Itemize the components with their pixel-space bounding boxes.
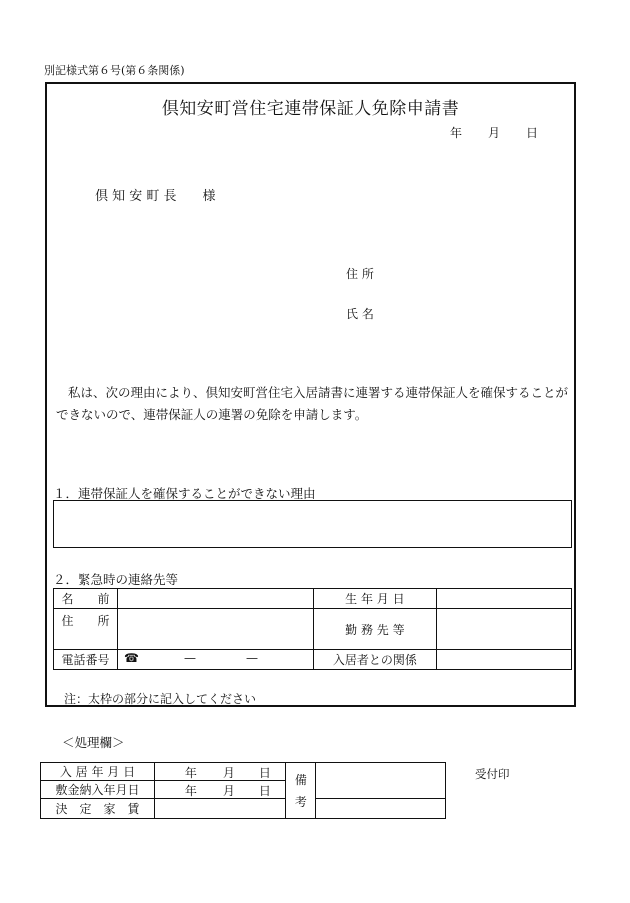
remarks-field-lower[interactable] xyxy=(316,799,446,819)
reason-input-box[interactable] xyxy=(53,500,572,548)
processing-table xyxy=(40,762,446,819)
move-in-date-label: 入 居 年 月 日 xyxy=(41,763,155,781)
date-day-label: 日 xyxy=(526,126,539,140)
deposit-date-field[interactable] xyxy=(154,781,286,799)
contact-relation-field[interactable] xyxy=(437,650,572,670)
applicant-name-label: 氏 名 xyxy=(346,307,374,321)
reason-section-heading: １．連帯保証人を確保することができない理由 xyxy=(53,486,316,501)
contact-section-heading: ２．緊急時の連絡先等 xyxy=(53,572,179,587)
contact-address-field[interactable] xyxy=(117,609,313,650)
form-number-label: 別記様式第６号(第６条関係) xyxy=(44,64,185,77)
contact-address-label: 住 所 xyxy=(54,609,118,650)
remarks-label xyxy=(286,763,316,819)
contact-name-field[interactable] xyxy=(117,589,313,609)
remarks-field-upper[interactable] xyxy=(316,763,446,799)
request-text-line1: 私は、次の理由により、倶知安町営住宅入居請書に連署する連帯保証人を確保することが xyxy=(68,385,569,400)
rent-label: 決 定 家 賃 xyxy=(41,799,155,819)
contact-birthdate-label: 生 年 月 日 xyxy=(313,589,437,609)
request-text-line2: できないので、連帯保証人の連署の免除を申請します。 xyxy=(56,407,368,422)
deposit-day-label: 日 xyxy=(258,784,271,798)
contact-workplace-field[interactable] xyxy=(437,609,572,650)
deposit-date-label: 敷金納入年月日 xyxy=(41,781,155,799)
receipt-stamp-label: 受付印 xyxy=(475,767,510,781)
rent-field[interactable] xyxy=(154,799,286,819)
date-month-label: 月 xyxy=(488,126,501,140)
remarks-label-char2: 考 xyxy=(294,794,307,809)
date-year-label: 年 xyxy=(450,126,463,140)
contact-relation-label: 入居者との関係 xyxy=(313,650,437,670)
phone-icon: ☎ xyxy=(123,651,139,665)
move-in-date-field[interactable] xyxy=(154,763,286,781)
move-in-month-label: 月 xyxy=(222,766,235,780)
contact-birthdate-field[interactable] xyxy=(437,589,572,609)
contact-name-label: 名 前 xyxy=(54,589,118,609)
contact-workplace-label: 勤 務 先 等 xyxy=(313,609,437,650)
processing-section-label: ＜処理欄＞ xyxy=(62,735,125,750)
phone-dash-2: — xyxy=(245,651,258,665)
note-text: 注：太枠の部分に記入してください xyxy=(64,692,257,706)
emergency-contact-table xyxy=(53,588,572,670)
remarks-label-char1: 備 xyxy=(294,772,307,787)
deposit-month-label: 月 xyxy=(222,784,235,798)
contact-phone-field[interactable] xyxy=(117,650,313,670)
applicant-address-label: 住 所 xyxy=(346,267,374,281)
contact-phone-label: 電話番号 xyxy=(54,650,118,670)
deposit-year-label: 年 xyxy=(184,784,197,798)
phone-dash-1: — xyxy=(183,651,196,665)
move-in-day-label: 日 xyxy=(258,766,271,780)
document-title: 倶知安町営住宅連帯保証人免除申請書 xyxy=(161,99,460,119)
addressee: 倶 知 安 町 長 様 xyxy=(95,189,216,204)
move-in-year-label: 年 xyxy=(184,766,197,780)
